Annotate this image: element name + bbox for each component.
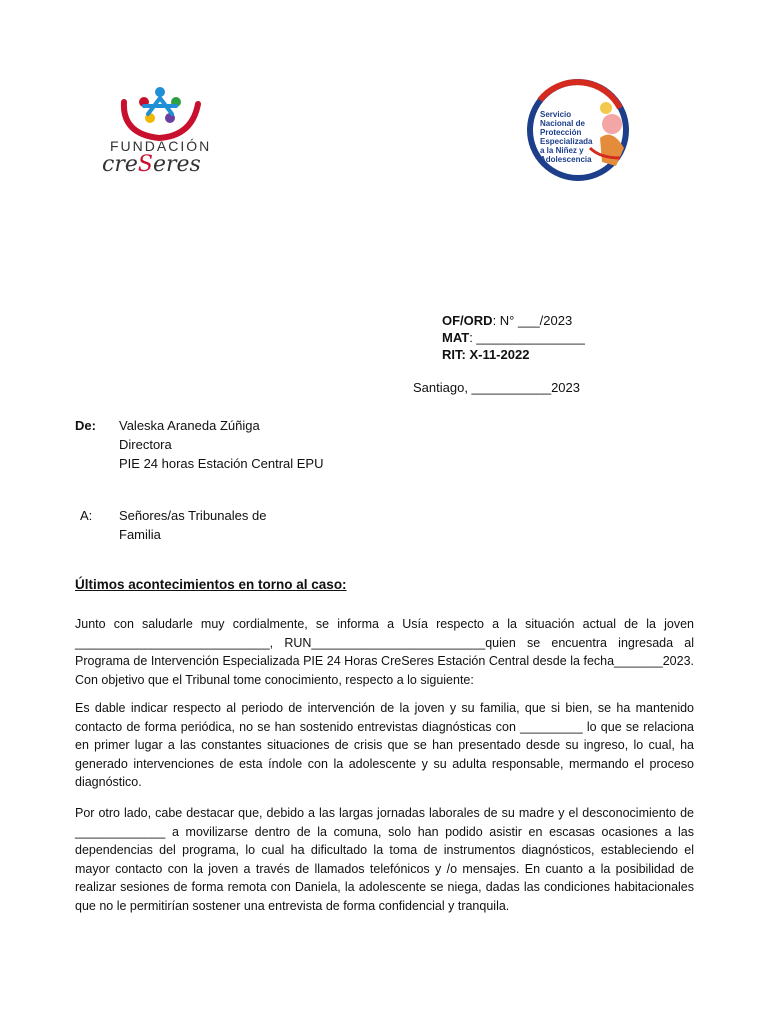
place-date: Santiago, ___________2023 xyxy=(413,380,580,395)
sender-org: PIE 24 horas Estación Central EPU xyxy=(119,456,324,471)
paragraph-intervention: Es dable indicar respecto al periodo de intervención de la joven y su familia, que si bien, se ha mantenido contacto de forma periódica, no se han sostenido entrevistas diagnósticas con _________ lo que se relaciona en primer lugar a las constantes situaciones de crisis que se han presentado desde su ingreso, lo cual, ha generado intervenciones de esta índole con la adolescente y su adulta responsable, mermando el proceso diagnóstico. xyxy=(75,701,694,789)
paragraph-context: Por otro lado, cabe destacar que, debido a las largas jornadas laborales de su madre y el desconocimiento de _____________ a movilizarse dentro de la comuna, solo han podido asistir en escasas ocasiones a las dependencias del programa, lo cual ha dificultado la toma de instrumentos diagnósticos, estableciendo el mayor contacto con la joven a través de llamados telefónicos y /o mensajes. En cuanto a la posibilidad de realizar sesiones de forma remota con Daniela, la adolescente se niega, dadas las condiciones habitacionales que no le permitirían sostener una entrevista de forma confidencial y tranquila. xyxy=(75,806,694,913)
sender-name: Valeska Araneda Zúñiga xyxy=(119,418,260,433)
logo-text-fundacion: FUNDACIÓN xyxy=(110,138,212,154)
reference-block xyxy=(442,312,585,363)
recipient-line2: Familia xyxy=(119,527,161,542)
sender-block xyxy=(119,416,324,473)
fundacion-creseres-logo xyxy=(100,84,220,184)
from-label: De: xyxy=(75,418,96,433)
mat-line: MAT: _______________ xyxy=(442,330,585,345)
sender-role: Directora xyxy=(119,437,172,452)
logo-text-creseres: creSeres xyxy=(102,152,201,177)
recipient-line1: Señores/as Tribunales de xyxy=(119,508,267,523)
recipient-block xyxy=(119,506,266,544)
of-ord-line: OF/ORD: N° ___/2023 xyxy=(442,313,573,328)
section-title: Últimos acontecimientos en torno al caso: xyxy=(75,577,347,592)
rit-line: RIT: X-11-2022 xyxy=(442,347,530,362)
creseres-emblem-icon xyxy=(114,84,204,144)
servicio-proteccion-logo xyxy=(520,78,640,188)
logo-text-servicio: Servicio Nacional de Protección Especializada a la Niñez y Adolescencia xyxy=(540,110,593,164)
paragraph-intro: Junto con saludarle muy cordialmente, se informa a Usía respecto a la situación actual de la joven ____________________________, RUN_________________________quien se encuentra ingresada al Programa de Intervención Especializada PIE 24 Horas CreSeres Estación Central desde la fecha_______2023. Con objetivo que el Tribunal tome conocimiento, respecto a lo siguiente: xyxy=(75,617,694,687)
to-label: A: xyxy=(80,508,93,523)
